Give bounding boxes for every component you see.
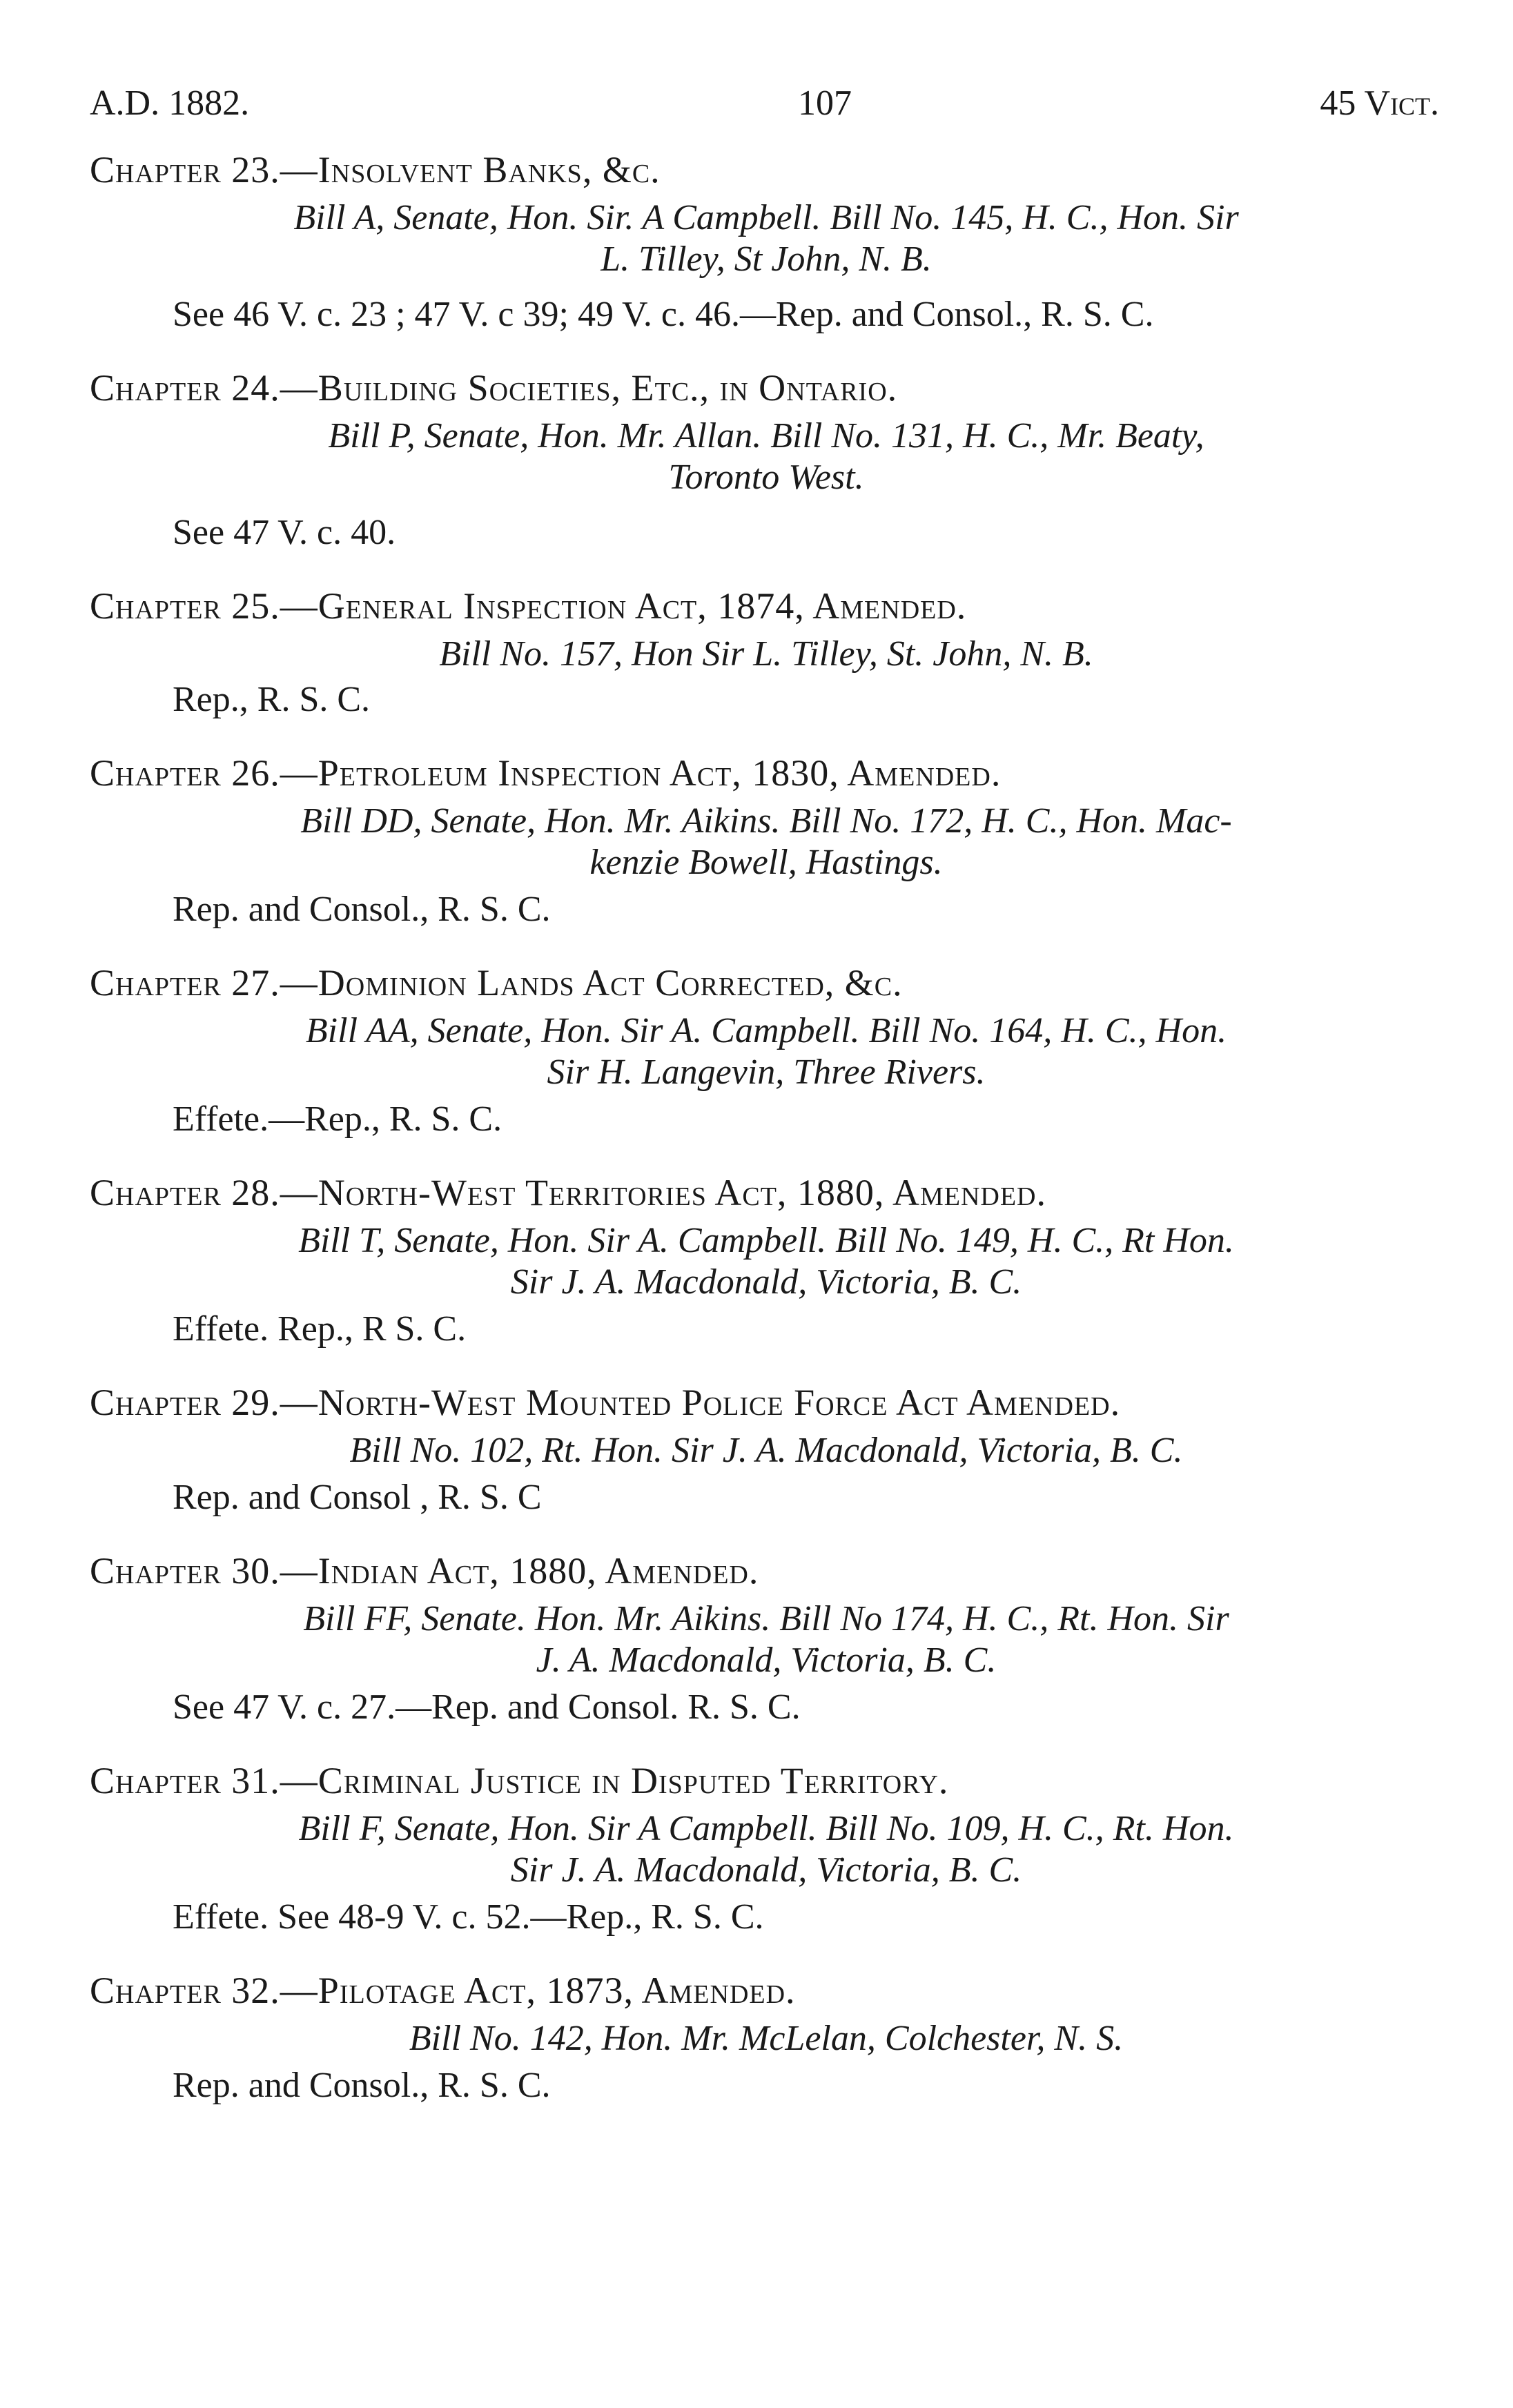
chapter-title: Chapter 29.—North-West Mounted Police Force Act Amended. (90, 1382, 1121, 1423)
bill-line: Toronto West. (668, 458, 864, 497)
bill-info (90, 1010, 1443, 1093)
bill-line: Sir J. A. Macdonald, Victoria, B. C. (510, 1262, 1022, 1302)
header-year: A.D. 1882. (90, 84, 250, 123)
bill-line: Bill T, Senate, Hon. Sir A. Campbell. Bill No. 149, H. C., Rt Hon. (298, 1221, 1234, 1260)
bill-info (90, 415, 1443, 498)
chapter-title: Chapter 26.—Petroleum Inspection Act, 1830, Amended. (90, 752, 1002, 794)
chapter-entry (90, 366, 1443, 555)
chapter-note: Rep. and Consol., R. S. C. (173, 2066, 551, 2105)
bill-line: Bill No. 102, Rt. Hon. Sir J. A. Macdonald, Victoria, B. C. (349, 1431, 1183, 1470)
bill-line: Bill A, Senate, Hon. Sir. A Campbell. Bill No. 145, H. C., Hon. Sir (293, 198, 1239, 237)
bill-line: kenzie Bowell, Hastings. (589, 843, 943, 882)
chapter-entry (90, 1759, 1443, 1939)
chapter-title: Chapter 28.—North-West Territories Act, 1880, Amended. (90, 1172, 1046, 1213)
chapter-entry (90, 148, 1443, 337)
running-header (90, 83, 1439, 131)
bill-info (90, 197, 1443, 280)
chapter-note: Rep. and Consol , R. S. C (173, 1478, 542, 1517)
chapter-note: See 47 V. c. 27.—Rep. and Consol. R. S. C. (173, 1687, 801, 1727)
chapter-note: Effete.—Rep., R. S. C. (173, 1099, 502, 1139)
bill-info (90, 801, 1443, 883)
bill-line: Bill DD, Senate, Hon. Mr. Aikins. Bill No. 172, H. C., Hon. Mac- (300, 801, 1232, 841)
chapter-entry (90, 961, 1443, 1142)
chapter-title: Chapter 24.—Building Societies, Etc., in Ontario. (90, 367, 898, 409)
bill-line: Bill F, Senate, Hon. Sir A Campbell. Bill No. 109, H. C., Rt. Hon. (298, 1809, 1234, 1848)
chapter-note: Rep., R. S. C. (173, 680, 371, 719)
chapter-title: Chapter 23.—Insolvent Banks, &c. (90, 149, 661, 190)
bill-line: L. Tilley, St John, N. B. (601, 239, 932, 279)
chapter-entry (90, 584, 1443, 722)
chapter-entry (90, 1549, 1443, 1730)
chapter-note: See 46 V. c. 23 ; 47 V. c 39; 49 V. c. 46.—Rep. and Consol., R. S. C. (173, 295, 1154, 334)
chapter-note: Rep. and Consol., R. S. C. (173, 890, 551, 929)
bill-info (90, 1430, 1443, 1471)
chapter-title: Chapter 27.—Dominion Lands Act Corrected, &c. (90, 962, 903, 1004)
header-regnal-year: 45 Vict. (1320, 84, 1439, 123)
page-number: 107 (798, 84, 852, 123)
chapter-entry (90, 1171, 1443, 1351)
bill-line: J. A. Macdonald, Victoria, B. C. (536, 1641, 997, 1680)
chapter-entry (90, 1968, 1443, 2108)
bill-line: Sir J. A. Macdonald, Victoria, B. C. (510, 1850, 1022, 1890)
chapter-note: Effete. Rep., R S. C. (173, 1309, 467, 1349)
chapter-title: Chapter 32.—Pilotage Act, 1873, Amended. (90, 1970, 796, 2011)
bill-line: Bill No. 142, Hon. Mr. McLelan, Colchester, N. S. (409, 2019, 1124, 2058)
chapter-entry (90, 1380, 1443, 1520)
chapter-note: Effete. See 48-9 V. c. 52.—Rep., R. S. C. (173, 1897, 764, 1937)
bill-line: Sir H. Langevin, Three Rivers. (547, 1053, 986, 1092)
chapter-title: Chapter 30.—Indian Act, 1880, Amended. (90, 1550, 759, 1592)
bill-info (90, 2018, 1443, 2059)
bill-info (90, 1598, 1443, 1681)
bill-line: Bill FF, Senate. Hon. Mr. Aikins. Bill No 174, H. C., Rt. Hon. Sir (303, 1599, 1229, 1638)
bill-info (90, 1220, 1443, 1303)
bill-line: Bill No. 157, Hon Sir L. Tilley, St. John, N. B. (439, 634, 1093, 674)
bill-line: Bill AA, Senate, Hon. Sir A. Campbell. Bill No. 164, H. C., Hon. (305, 1011, 1227, 1050)
chapter-note: See 47 V. c. 40. (173, 513, 396, 552)
chapter-title: Chapter 31.—Criminal Justice in Disputed Territory. (90, 1760, 949, 1801)
chapter-title: Chapter 25.—General Inspection Act, 1874, Amended. (90, 585, 967, 627)
chapter-entry (90, 751, 1443, 932)
bill-line: Bill P, Senate, Hon. Mr. Allan. Bill No. 131, H. C., Mr. Beaty, (328, 416, 1204, 456)
bill-info (90, 1808, 1443, 1891)
bill-info (90, 634, 1443, 675)
chapter-list (90, 148, 1443, 2108)
